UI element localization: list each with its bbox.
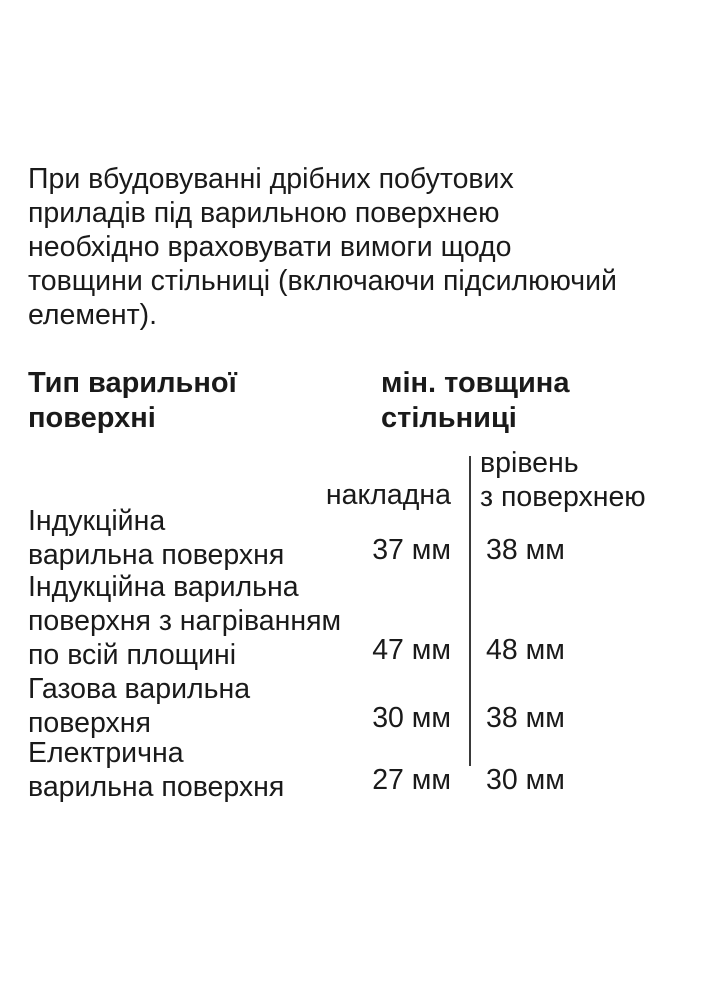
value-overlay: 30 мм — [372, 702, 451, 734]
intro-paragraph — [28, 162, 708, 332]
column-header-hob-type: Тип варильної поверхні — [28, 367, 237, 434]
row-label-induction: Індукційна варильна поверхня — [28, 505, 285, 571]
intro-line: товщини стільниці (включаючи підсилюючий — [28, 265, 617, 297]
intro-line: елемент). — [28, 299, 158, 331]
value-overlay: 37 мм — [372, 534, 451, 566]
value-flush: 30 мм — [486, 764, 565, 796]
subheader-overlay: накладна — [325, 479, 451, 511]
intro-line: необхідно враховувати вимоги щодо — [28, 231, 512, 263]
row-label-electric: Електрична варильна поверхня — [28, 737, 285, 803]
intro-line: При вбудовуванні дрібних побутових — [28, 163, 514, 195]
value-flush: 38 мм — [486, 534, 565, 566]
row-label-induction-full: Індукційна варильна поверхня з нагріванням по всій площині — [28, 571, 342, 671]
row-label-gas: Газова варильна поверхня — [28, 673, 251, 739]
subheader-flush: врівень з поверхнею — [480, 447, 646, 513]
column-header-min-thickness: мін. товщина стільниці — [381, 367, 570, 434]
column-divider — [469, 456, 471, 766]
value-flush: 48 мм — [486, 634, 565, 666]
value-overlay: 47 мм — [372, 634, 451, 666]
value-flush: 38 мм — [486, 702, 565, 734]
intro-line: приладів під варильною поверхнею — [28, 197, 500, 229]
value-overlay: 27 мм — [372, 764, 451, 796]
